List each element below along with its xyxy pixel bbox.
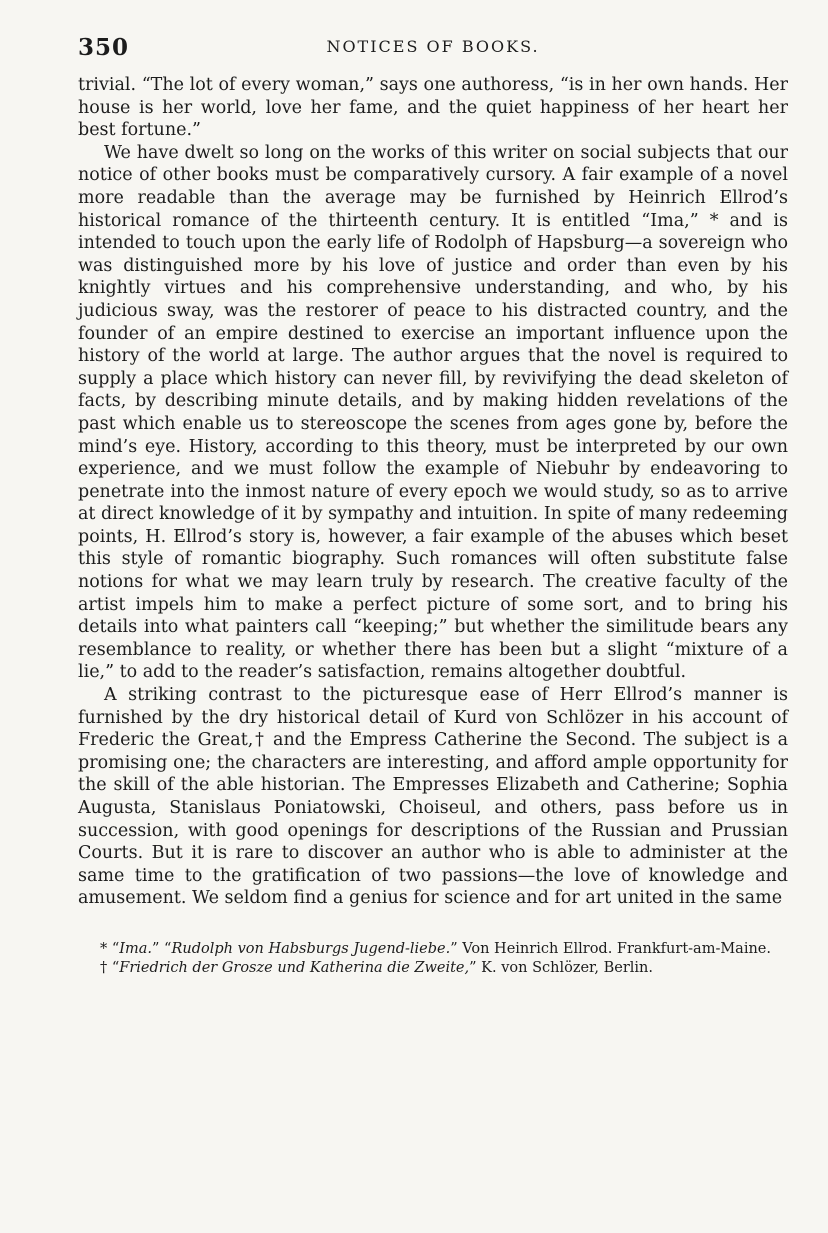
paragraph-schlozer-review: A striking contrast to the picturesque ease of Herr Ellrod’s manner is furnished by the dry historical detail of Kurd von Schlözer in his account of Frederic the Great,† and the Empress Catherine the Second. The subject is a promising one; the characters are interesting, and afford ample opportunity for the skill of the able historian. The Empresses Elizabeth and Catherine; Sophia Augusta, Stanislaus Poniatowski, Choiseul, and others, pass before us in succession, with good openings for descriptions of the Russian and Prussian Courts. But it is rare to discover an author who is able to administer at the same time to the gratification of two passions—the love of knowledge and amusement. We seldom find a genius for science and for art united in the same bbox=[78, 685, 788, 909]
paragraph-ellrod-review: We have dwelt so long on the works of this writer on social subjects that our notice of other books must be comparatively cursory. A fair example of a novel more readable than the average may be furnished by Heinrich Ellrod’s historical romance of the thirteenth century. It is entitled “Ima,” * and is intended to touch upon the early life of Rodolph of Hapsburg—a sovereign who was distinguished more by his love of justice and order than even by his knightly virtues and his comprehensive understanding, and who, by his judicious sway, was the restorer of peace to his distracted country, and the founder of an empire destined to exercise an important influence upon the history of the world at large. The author argues that the novel is required to supply a place which history can never fill, by revivifying the dead skeleton of facts, by describing minute details, and by making hidden revelations of the past which enable us to stereoscope the scenes from ages gone by, before the mind’s eye. History, according to this theory, must be interpreted by our own experience, and we must follow the example of Niebuhr by endeavoring to penetrate into the inmost nature of every epoch we would study, so as to arrive at direct knowledge of it by sympathy and intuition. In spite of many redeeming points, H. Ellrod’s story is, however, a fair example of the abuses which beset this style of romantic biography. Such romances will often substitute false notions for what we may learn truly by research. The creative faculty of the artist impels him to make a perfect picture of some sort, and to bring his details into what painters call “keeping;” but whether the similitude bears any resemblance to reality, or whether there has been but a slight “mixture of a lie,” to add to the reader’s satisfaction, remains altogether doubtful. bbox=[78, 142, 788, 683]
paragraph-continuation: trivial. “The lot of every woman,” says one authoress, “is in her own hands. Her house is her world, love her fame, and the quiet happiness of her heart her best fortune.” bbox=[78, 75, 788, 141]
footnote-2-mark: † “ bbox=[100, 960, 120, 977]
page-number: 350 bbox=[78, 34, 130, 61]
footnote-1 bbox=[78, 940, 788, 960]
footnote-1-title-ima: Ima. bbox=[119, 940, 153, 957]
footnotes bbox=[78, 940, 788, 979]
footnote-1-separator: ” “ bbox=[152, 940, 172, 957]
footnote-1-citation: ” Von Heinrich Ellrod. Frankfurt-am-Maine. bbox=[450, 940, 771, 957]
book-page bbox=[78, 34, 788, 979]
running-title: NOTICES OF BOOKS. bbox=[326, 37, 540, 56]
body-text bbox=[78, 74, 788, 910]
footnote-1-mark: * “ bbox=[100, 940, 120, 957]
footnote-2-title: Friedrich der Grosze und Katherina die Zweite, bbox=[119, 960, 470, 977]
page-header bbox=[78, 34, 788, 74]
footnote-2-citation: ” K. von Schlözer, Berlin. bbox=[469, 960, 653, 977]
footnote-1-title-rudolph: Rudolph von Habsburgs Jugend-liebe. bbox=[171, 940, 451, 957]
footnote-2 bbox=[78, 959, 788, 979]
